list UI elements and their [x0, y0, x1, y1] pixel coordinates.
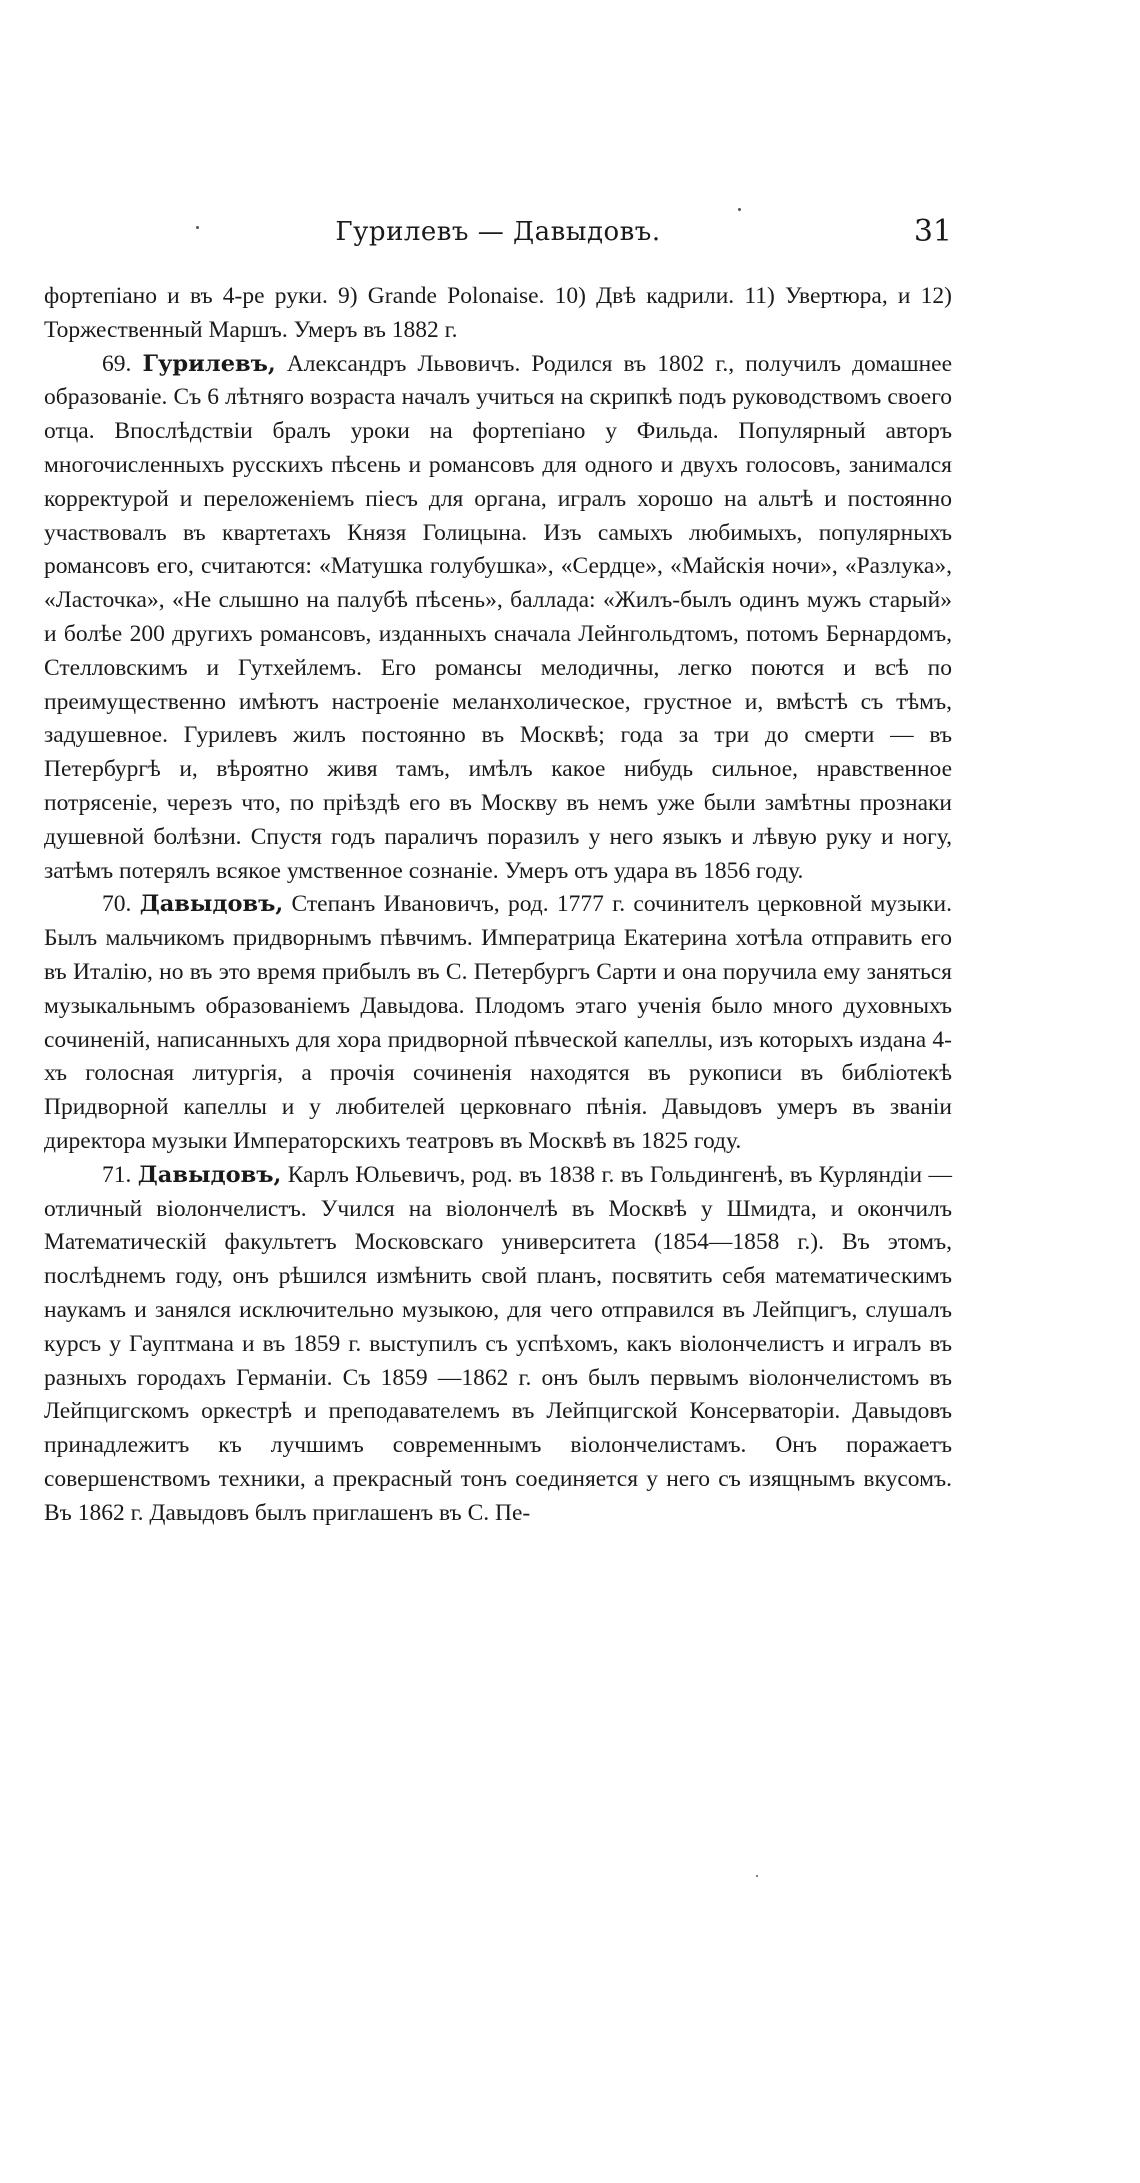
running-title: Гурилевъ — Давыдовъ. — [335, 217, 661, 247]
body-text — [44, 280, 952, 1530]
entry-name: Гурилевъ, — [142, 350, 276, 377]
entry-number: 70. — [102, 891, 132, 918]
page-number: 31 — [913, 214, 952, 249]
entry-70 — [44, 888, 952, 1158]
print-speck — [756, 1875, 758, 1877]
entry-name: Давыдовъ, — [139, 891, 284, 918]
entry-69 — [44, 348, 952, 889]
entry-text: Александръ Львовичъ. Родился въ 1802 г., получилъ домашнее образованіе. Съ 6 лѣтняго возраста началъ учиться на скрипкѣ подъ руководствомъ своего отца. Впослѣдствіи бралъ уроки на фортепіано у Фильда. Популярный авторъ многочисленныхъ русскихъ пѣсень и романсовъ для одного и двухъ голосовъ, занимался корректурой и переложеніемъ піесъ для органа, игралъ хорошо на альтѣ и постоянно участвовалъ въ квартетахъ Князя Голицына. Изъ самыхъ любимыхъ, популярныхъ романсовъ его, считаются: «Матушка голубушка», «Сердце», «Майскія ночи», «Разлука», «Ласточка», «Не слышно на палубѣ пѣсень», баллада: «Жилъ-былъ одинъ мужъ старый» и болѣе 200 другихъ романсовъ, изданныхъ сначала Лейнгольдтомъ, потомъ Бернардомъ, Стелловскимъ и Гутхейлемъ. Его романсы мелодичны, легко поются и всѣ по преимущественно имѣютъ настроеніе меланхолическое, грустное и, вмѣстѣ съ тѣмъ, задушевное. Гурилевъ жилъ постоянно въ Москвѣ; года за три до смерти — въ Петербургѣ и, вѣроятно живя тамъ, имѣлъ какое нибудь сильное, нравственное потрясеніе, черезъ что, по пріѣздѣ его въ Москву въ немъ уже были замѣтны прознаки душевной болѣзни. Спустя годъ параличъ поразилъ у него языкъ и лѣвую руку и ногу, затѣмъ потерялъ всякое умственное сознаніе. Умеръ отъ удара въ 1856 году. — [44, 350, 953, 884]
entry-number: 71. — [102, 1161, 132, 1188]
entry-71 — [44, 1159, 952, 1531]
entry-number: 69. — [102, 350, 132, 377]
entry-text: Степанъ Ивановичъ, род. 1777 г. сочинителъ церковной музыки. Былъ мальчикомъ придворнымъ пѣвчимъ. Императрица Екатерина хотѣла отправить его въ Италію, но въ это время прибылъ въ С. Петербургъ Сарти и она поручила ему заняться музыкальнымъ образованіемъ Давыдова. Плодомъ этаго ученія было много духовныхъ сочиненій, написанныхъ для хора придворной пѣвческой капеллы, изъ которыхъ издана 4-хъ голосная литургія, а прочія сочиненія находятся въ рукописи въ библіотекѣ Придворной капеллы и у любителей церковнаго пѣнія. Давыдовъ умеръ въ званіи директора музыки Императорскихъ театровъ въ Москвѣ въ 1825 году. — [44, 891, 953, 1154]
continuation-paragraph: фортепіано и въ 4-ре руки. 9) Grande Polonaise. 10) Двѣ кадрили. 11) Увертюра, и 12) Торжественный Маршъ. Умеръ въ 1882 г. — [44, 283, 952, 343]
entry-text: Карлъ Юльевичъ, род. въ 1838 г. въ Гольдингенѣ, въ Курляндіи — отличный віолончелистъ. Учился на віолончелѣ въ Москвѣ у Шмидта, и окончилъ Математическій факультетъ Московскаго университета (1854—1858 г.). Въ этомъ, послѣднемъ году, онъ рѣшился измѣнить свой планъ, посвятить себя математическимъ наукамъ и занялся исключительно музыкою, для чего отправился въ Лейпцигъ, слушалъ курсъ у Гауптмана и въ 1859 г. выступилъ съ успѣхомъ, какъ віолончелистъ и игралъ въ разныхъ городахъ Германіи. Съ 1859 —1862 г. онъ былъ первымъ віолончелистомъ въ Лейпцигскомъ оркестрѣ и преподавателемъ въ Лейпцигской Консерваторіи. Давыдовъ принадлежитъ къ лучшимъ современнымъ віолончелистамъ. Онъ поражаетъ совершенствомъ техники, а прекрасный тонъ соединяется у него съ изящнымъ вкусомъ. Въ 1862 г. Давыдовъ былъ приглашенъ въ С. Пе- — [44, 1161, 952, 1526]
entry-name: Давыдовъ, — [137, 1161, 282, 1188]
print-speck — [738, 208, 741, 211]
running-head — [44, 212, 952, 252]
